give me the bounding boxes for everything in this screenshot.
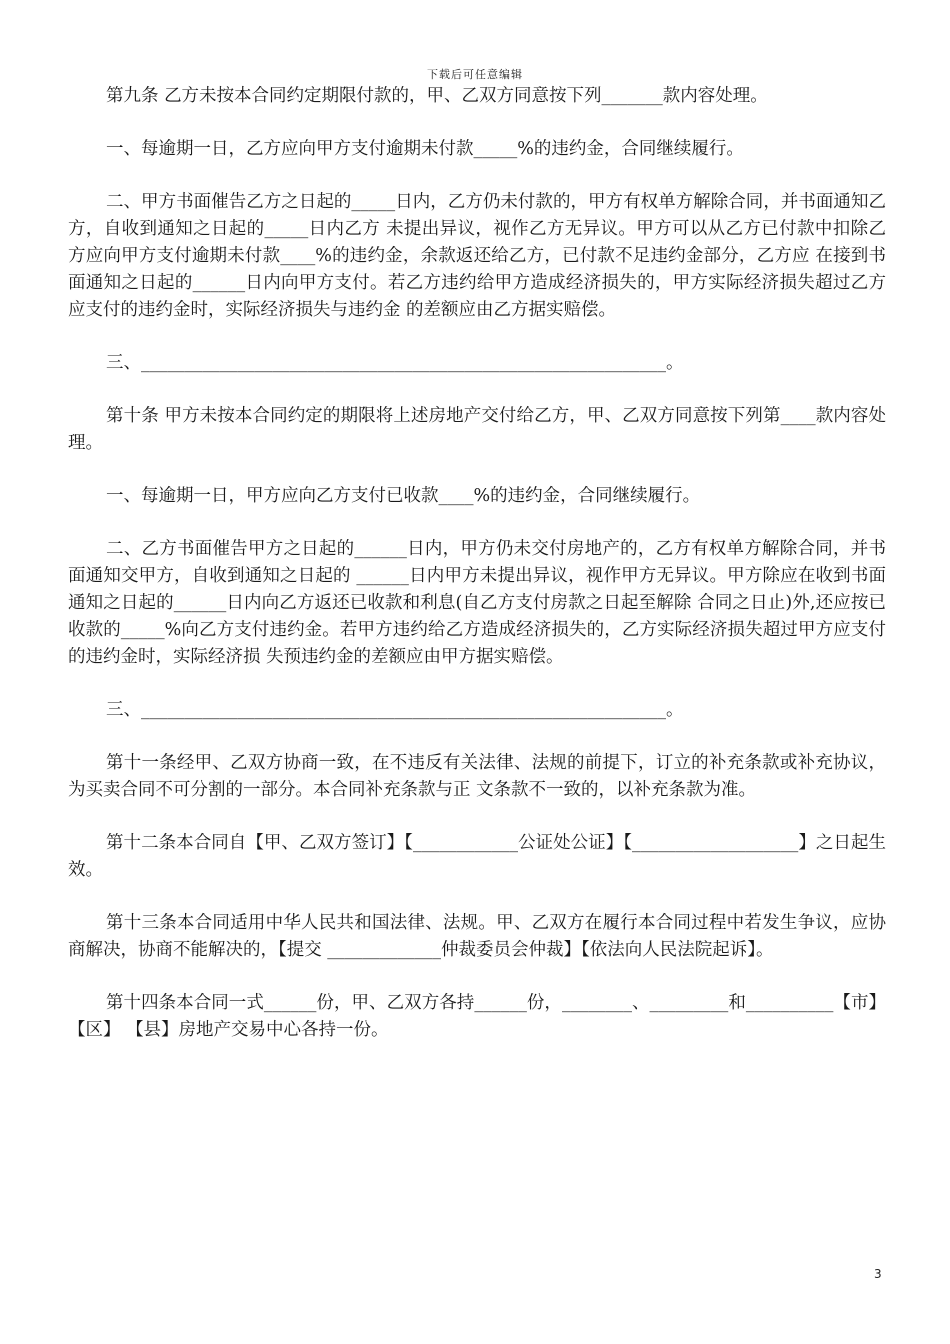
article-9-item-2: 二、甲方书面催告乙方之日起的_____日内，乙方仍未付款的，甲方有权单方解除合同，并书面通知乙方，自收到通知之日起的_____日内乙方 未提出异议，视作乙方无异议。甲方可以从乙方已付款中扣除乙方应向甲方支付逾期未付款____%的违约金，余款返还给乙方，已付款不足违约金部分，乙方应 在接到书面通知之日起的______日内向甲方支付。若乙方违约给甲方造成经济损失的，甲方实际经济损失超过乙方应支付的违约金时，实际经济损失与违约金 的差额应由乙方据实赔偿。 — [68, 192, 886, 320]
page-number: 3 — [874, 1267, 882, 1281]
article-10: 第十条 甲方未按本合同约定的期限将上述房地产交付给乙方，甲、乙双方同意按下列第____款内容处理。 — [68, 406, 886, 453]
article-10-item-1: 一、每逾期一日，甲方应向乙方支付已收款____%的违约金，合同继续履行。 — [106, 486, 701, 506]
article-9-item-3: 三、____________________________________________________________。 — [106, 353, 684, 373]
article-9-item-1: 一、每逾期一日，乙方应向甲方支付逾期未付款_____%的违约金，合同继续履行。 — [106, 139, 744, 159]
article-9: 第九条 乙方未按本合同约定期限付款的，甲、乙双方同意按下列_______款内容处理。 — [106, 86, 768, 106]
document-body — [68, 83, 886, 1070]
article-10-item-2: 二、乙方书面催告甲方之日起的______日内，甲方仍未交付房地产的，乙方有权单方解除合同，并书面通知交甲方，自收到通知之日起的 ______日内甲方未提出异议，视作甲方无异议。甲方除应在收到书面通知之日起的______日内向乙方返还已收款和利息(自乙方支付房款之日起至解除 合同之日止)外,还应按已收款的_____%向乙方支付违约金。若甲方违约给乙方造成经济损失的，乙方实际经济损失超过甲方应支付的违约金时，实际经济损 失预违约金的差额应由甲方据实赔偿。 — [68, 539, 886, 667]
article-11: 第十一条经甲、乙双方协商一致，在不违反有关法律、法规的前提下，订立的补充条款或补充协议，为买卖合同不可分割的一部分。本合同补充条款与正 文条款不一致的，以补充条款为准。 — [68, 753, 886, 800]
article-14: 第十四条本合同一式______份，甲、乙双方各持______份，________、_________和__________【市】【区】 【县】房地产交易中心各持一份。 — [68, 993, 886, 1040]
article-10-item-3: 三、____________________________________________________________。 — [106, 700, 684, 720]
page-header: 下载后可任意编辑 — [427, 68, 523, 81]
article-12: 第十二条本合同自【甲、乙双方签订】【____________公证处公证】【___________________】之日起生效。 — [68, 833, 886, 880]
article-13: 第十三条本合同适用中华人民共和国法律、法规。甲、乙双方在履行本合同过程中若发生争议，应协商解决，协商不能解决的，【提交 _____________仲裁委员会仲裁】【依法向人民法院起诉】。 — [68, 913, 886, 960]
